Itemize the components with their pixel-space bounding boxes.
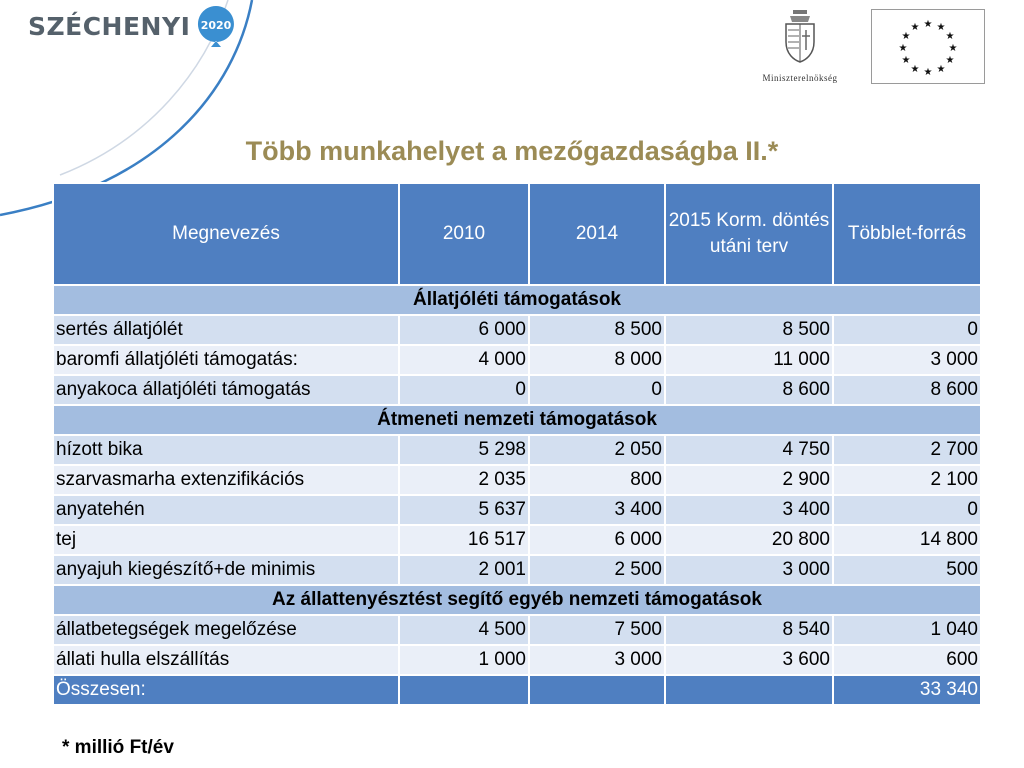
- cell-2014: 3 400: [529, 495, 665, 525]
- row-label: tej: [53, 525, 399, 555]
- row-label: sertés állatjólét: [53, 315, 399, 345]
- footnote: * millió Ft/év: [62, 737, 174, 758]
- row-label: anyajuh kiegészítő+de minimis: [53, 555, 399, 585]
- total-extra: 33 340: [833, 675, 981, 705]
- section-row: [53, 405, 981, 435]
- cell-2015-plan: 8 600: [665, 375, 833, 405]
- cell-2015-plan: 8 500: [665, 315, 833, 345]
- cell-2010: 4 500: [399, 615, 529, 645]
- column-header: 2014: [529, 183, 665, 285]
- row-label: baromfi állatjóléti támogatás:: [53, 345, 399, 375]
- ministry-logo: [740, 8, 860, 88]
- cell-2014: 2 500: [529, 555, 665, 585]
- cell-extra: 2 700: [833, 435, 981, 465]
- cell-extra: 14 800: [833, 525, 981, 555]
- svg-text:★: ★: [923, 19, 933, 30]
- cell-2014: 6 000: [529, 525, 665, 555]
- table-row: [53, 315, 981, 345]
- cell-extra: 1 040: [833, 615, 981, 645]
- row-label: anyatehén: [53, 495, 399, 525]
- table-row: [53, 555, 981, 585]
- row-label: állatbetegségek megelőzése: [53, 615, 399, 645]
- cell-2015-plan: 3 400: [665, 495, 833, 525]
- cell-2010: 2 001: [399, 555, 529, 585]
- total-2015-plan: [665, 675, 833, 705]
- svg-text:★: ★: [945, 31, 955, 42]
- cell-2014: 8 500: [529, 315, 665, 345]
- ministry-name: Miniszterelnökség: [762, 73, 838, 83]
- svg-text:★: ★: [910, 64, 920, 75]
- cell-2014: 800: [529, 465, 665, 495]
- row-label: állati hulla elszállítás: [53, 645, 399, 675]
- eu-stars: [872, 10, 984, 83]
- total-row: [53, 675, 981, 705]
- svg-text:★: ★: [898, 43, 908, 54]
- table-row: [53, 495, 981, 525]
- svg-text:★: ★: [948, 43, 958, 54]
- cell-2015-plan: 3 000: [665, 555, 833, 585]
- cell-2015-plan: 11 000: [665, 345, 833, 375]
- table-row: [53, 435, 981, 465]
- row-label: hízott bika: [53, 435, 399, 465]
- cell-2010: 16 517: [399, 525, 529, 555]
- cell-2015-plan: 3 600: [665, 645, 833, 675]
- total-2010: [399, 675, 529, 705]
- table-row: [53, 645, 981, 675]
- svg-text:★: ★: [901, 55, 911, 66]
- cell-2014: 2 050: [529, 435, 665, 465]
- szechenyi-2020-logo: [28, 6, 239, 46]
- column-header: 2010: [399, 183, 529, 285]
- cell-2010: 6 000: [399, 315, 529, 345]
- svg-text:★: ★: [945, 55, 955, 66]
- svg-text:★: ★: [923, 67, 933, 78]
- cell-2015-plan: 4 750: [665, 435, 833, 465]
- data-table: [52, 182, 982, 706]
- cell-extra: 2 100: [833, 465, 981, 495]
- cell-2015-plan: 2 900: [665, 465, 833, 495]
- column-header: 2015 Korm. döntés utáni terv: [665, 183, 833, 285]
- eu-flag-icon: [871, 9, 985, 84]
- section-row: [53, 585, 981, 615]
- row-label: szarvasmarha extenzifikációs: [53, 465, 399, 495]
- table-row: [53, 345, 981, 375]
- szechenyi-logo-word: SZÉCHENYI: [28, 11, 191, 41]
- cell-2015-plan: 20 800: [665, 525, 833, 555]
- cell-2010: 4 000: [399, 345, 529, 375]
- cell-2010: 5 637: [399, 495, 529, 525]
- table-row: [53, 465, 981, 495]
- cell-2010: 5 298: [399, 435, 529, 465]
- svg-text:★: ★: [901, 31, 911, 42]
- section-row: [53, 285, 981, 315]
- cell-2015-plan: 8 540: [665, 615, 833, 645]
- cell-2010: 1 000: [399, 645, 529, 675]
- table-row: [53, 525, 981, 555]
- svg-text:★: ★: [936, 22, 946, 33]
- cell-extra: 500: [833, 555, 981, 585]
- column-header: Megnevezés: [53, 183, 399, 285]
- cell-extra: 600: [833, 645, 981, 675]
- table-header-row: [53, 183, 981, 285]
- svg-text:★: ★: [910, 22, 920, 33]
- cell-2014: 0: [529, 375, 665, 405]
- page-title: Több munkahelyet a mezőgazdaságba II.*: [245, 136, 779, 166]
- row-label: anyakoca állatjóléti támogatás: [53, 375, 399, 405]
- total-label: Összesen:: [53, 675, 399, 705]
- section-title: Átmeneti nemzeti támogatások: [53, 405, 981, 435]
- total-2014: [529, 675, 665, 705]
- cell-2010: 0: [399, 375, 529, 405]
- cell-2014: 8 000: [529, 345, 665, 375]
- section-title: Az állattenyésztést segítő egyéb nemzeti támogatások: [53, 585, 981, 615]
- szechenyi-logo-year: 2020: [201, 19, 232, 32]
- cell-2014: 3 000: [529, 645, 665, 675]
- cell-extra: 8 600: [833, 375, 981, 405]
- cell-2010: 2 035: [399, 465, 529, 495]
- cell-extra: 0: [833, 495, 981, 525]
- szechenyi-logo-badge: [193, 3, 239, 49]
- table-row: [53, 375, 981, 405]
- cell-2014: 7 500: [529, 615, 665, 645]
- cell-extra: 3 000: [833, 345, 981, 375]
- column-header: Többlet-forrás: [833, 183, 981, 285]
- section-title: Állatjóléti támogatások: [53, 285, 981, 315]
- hungarian-coat-of-arms-icon: [780, 8, 820, 66]
- cell-extra: 0: [833, 315, 981, 345]
- svg-text:★: ★: [936, 64, 946, 75]
- table-row: [53, 615, 981, 645]
